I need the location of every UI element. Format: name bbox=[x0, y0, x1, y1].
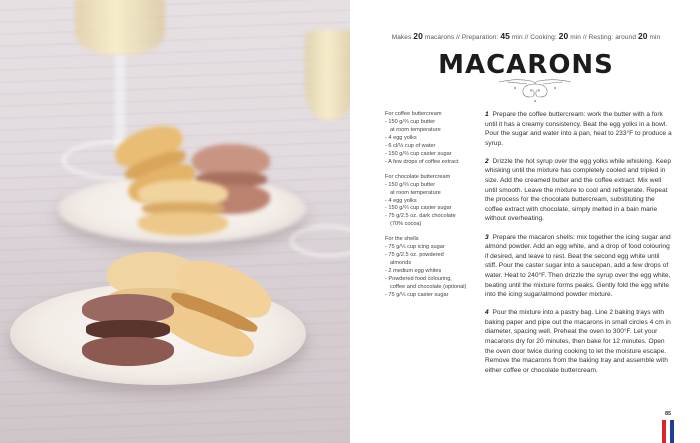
rest-value: 20 bbox=[637, 31, 648, 41]
step-4 bbox=[485, 308, 673, 375]
recipe-title: MACARONS bbox=[438, 50, 614, 80]
flag-stripe-blue bbox=[670, 420, 674, 443]
step-number: 3 bbox=[485, 233, 489, 241]
ingredient-line: - 6 cl/⅓ cup of water bbox=[385, 142, 436, 149]
separator: // bbox=[582, 34, 587, 41]
ingredient-line: - 4 egg yolks bbox=[385, 197, 417, 204]
separator: // bbox=[524, 34, 529, 41]
ingredient-line: - 75 g/⅓ cup icing sugar bbox=[385, 244, 445, 251]
step-text: Prepare the coffee buttercream: work the butter with a fork until it has a creamy consistency. Beat the egg yolks in a bowl. Pour the sugar and water into a pan, heat to 233°F to produce a syrup. bbox=[485, 111, 672, 147]
ingredient-line: - 150 g/⅔ cup caster sugar bbox=[385, 150, 452, 157]
ingredient-line: almonds bbox=[390, 260, 412, 267]
macaron-chocolate-front bbox=[82, 294, 174, 366]
ingredient-line: - A few drops of coffee extract bbox=[385, 158, 459, 165]
ingredient-line: - 150 g/⅔ cup caster sugar bbox=[385, 205, 452, 212]
ingredient-line: at room temperature bbox=[390, 126, 441, 133]
ingredients-list bbox=[385, 111, 481, 307]
flourish-ornament-icon bbox=[497, 78, 573, 104]
macaron-coffee-back-front bbox=[138, 180, 228, 236]
ingredient-line: - 4 egg yolks bbox=[385, 134, 417, 141]
method-steps bbox=[485, 110, 673, 384]
ingredient-line: - Powdered food colouring, bbox=[385, 276, 452, 283]
ingredient-line: coffee and chocolate (optional) bbox=[390, 284, 467, 291]
step-number: 2 bbox=[485, 157, 489, 165]
ingredient-line: - 150 g/⅔ cup butter bbox=[385, 181, 436, 188]
prep-unit: min bbox=[511, 34, 523, 41]
ingredient-group-heading: For coffee buttercream bbox=[385, 111, 442, 117]
step-3 bbox=[485, 233, 673, 300]
ingredient-group-coffee bbox=[385, 111, 481, 167]
wine-glass-right bbox=[305, 30, 350, 120]
makes-value: 20 bbox=[413, 31, 423, 41]
wine-glass-left bbox=[75, 0, 165, 55]
ingredient-group-shells bbox=[385, 236, 481, 300]
step-number: 4 bbox=[485, 309, 489, 317]
separator: // bbox=[456, 34, 460, 41]
step-text: Prepare the macaron shells: mix together the icing sugar and almond powder. Add an egg white, and a drop of food colouring if desired, and leave to rest. Beat the second egg white until stiff. Pour the caster sugar into a saucepan, add a few drops of water. Heat to 240°F. Then drizzle the syrup over the egg white, beating until the mixture forms peaks. Gently fold the egg white into the icing sugar/almond powder mixture. bbox=[485, 233, 671, 299]
step-text: Pour the mixture into a pastry bag. Line 2 baking trays with baking paper and pipe out the macarons in small circles 4 cm in diameter, spacing well. Preheat the oven to 300°F. Let your macarons dry for 20 minutes, then bake for 12 minutes. Open the oven door twice during cooking to let the moisture escape. Remove the macarons from the baking tray and assemble with either coffee or chocolate buttercream. bbox=[485, 309, 671, 374]
ingredient-line: - 75 g/2.5 oz. powdered bbox=[385, 252, 444, 259]
makes-label: Makes bbox=[391, 34, 412, 41]
ingredient-line: at room temperature bbox=[390, 189, 441, 196]
cook-label: Cooking: bbox=[530, 34, 557, 41]
ingredient-line: - 75 g/2.5 oz. dark chocolate bbox=[385, 213, 456, 220]
page-number: 85 bbox=[664, 411, 672, 417]
ingredient-group-heading: For the shells bbox=[385, 236, 419, 243]
ingredient-line: - 150 g/⅔ cup butter bbox=[385, 118, 436, 125]
ingredient-line: - 2 medium egg whites bbox=[385, 268, 442, 275]
rest-unit: min bbox=[649, 34, 661, 41]
prep-value: 45 bbox=[500, 31, 510, 41]
ingredient-line: - 75 g/⅓ cup caster sugar bbox=[385, 292, 449, 299]
rest-label: Resting: around bbox=[588, 34, 637, 41]
step-2 bbox=[485, 157, 673, 224]
ingredient-group-chocolate bbox=[385, 174, 481, 230]
cook-value: 20 bbox=[558, 31, 569, 41]
ingredient-line: (70% cocoa) bbox=[390, 221, 422, 228]
cook-unit: min bbox=[570, 34, 582, 41]
recipe-meta bbox=[352, 31, 700, 41]
wine-glass-left-stem bbox=[114, 55, 126, 150]
flag-stripe-red bbox=[662, 420, 666, 443]
step-text: Drizzle the hot syrup over the egg yolks while whisking. Keep whisking until the mixture has completely cooled and tripled in size. Add the creamed butter and the coffee extract. Mix well until smooth. Leave the mixture to cool and refrigerate. Repeat the process for the chocolate buttercream, substituting the coffee extract with chocolate, simply melted in a bain marie without overheating. bbox=[485, 157, 672, 223]
prep-label: Preparation: bbox=[461, 34, 499, 41]
ingredient-group-heading: For chocolate buttercream bbox=[385, 173, 451, 180]
step-1 bbox=[485, 110, 673, 148]
step-number: 1 bbox=[485, 111, 489, 118]
makes-unit: macarons bbox=[424, 34, 455, 41]
